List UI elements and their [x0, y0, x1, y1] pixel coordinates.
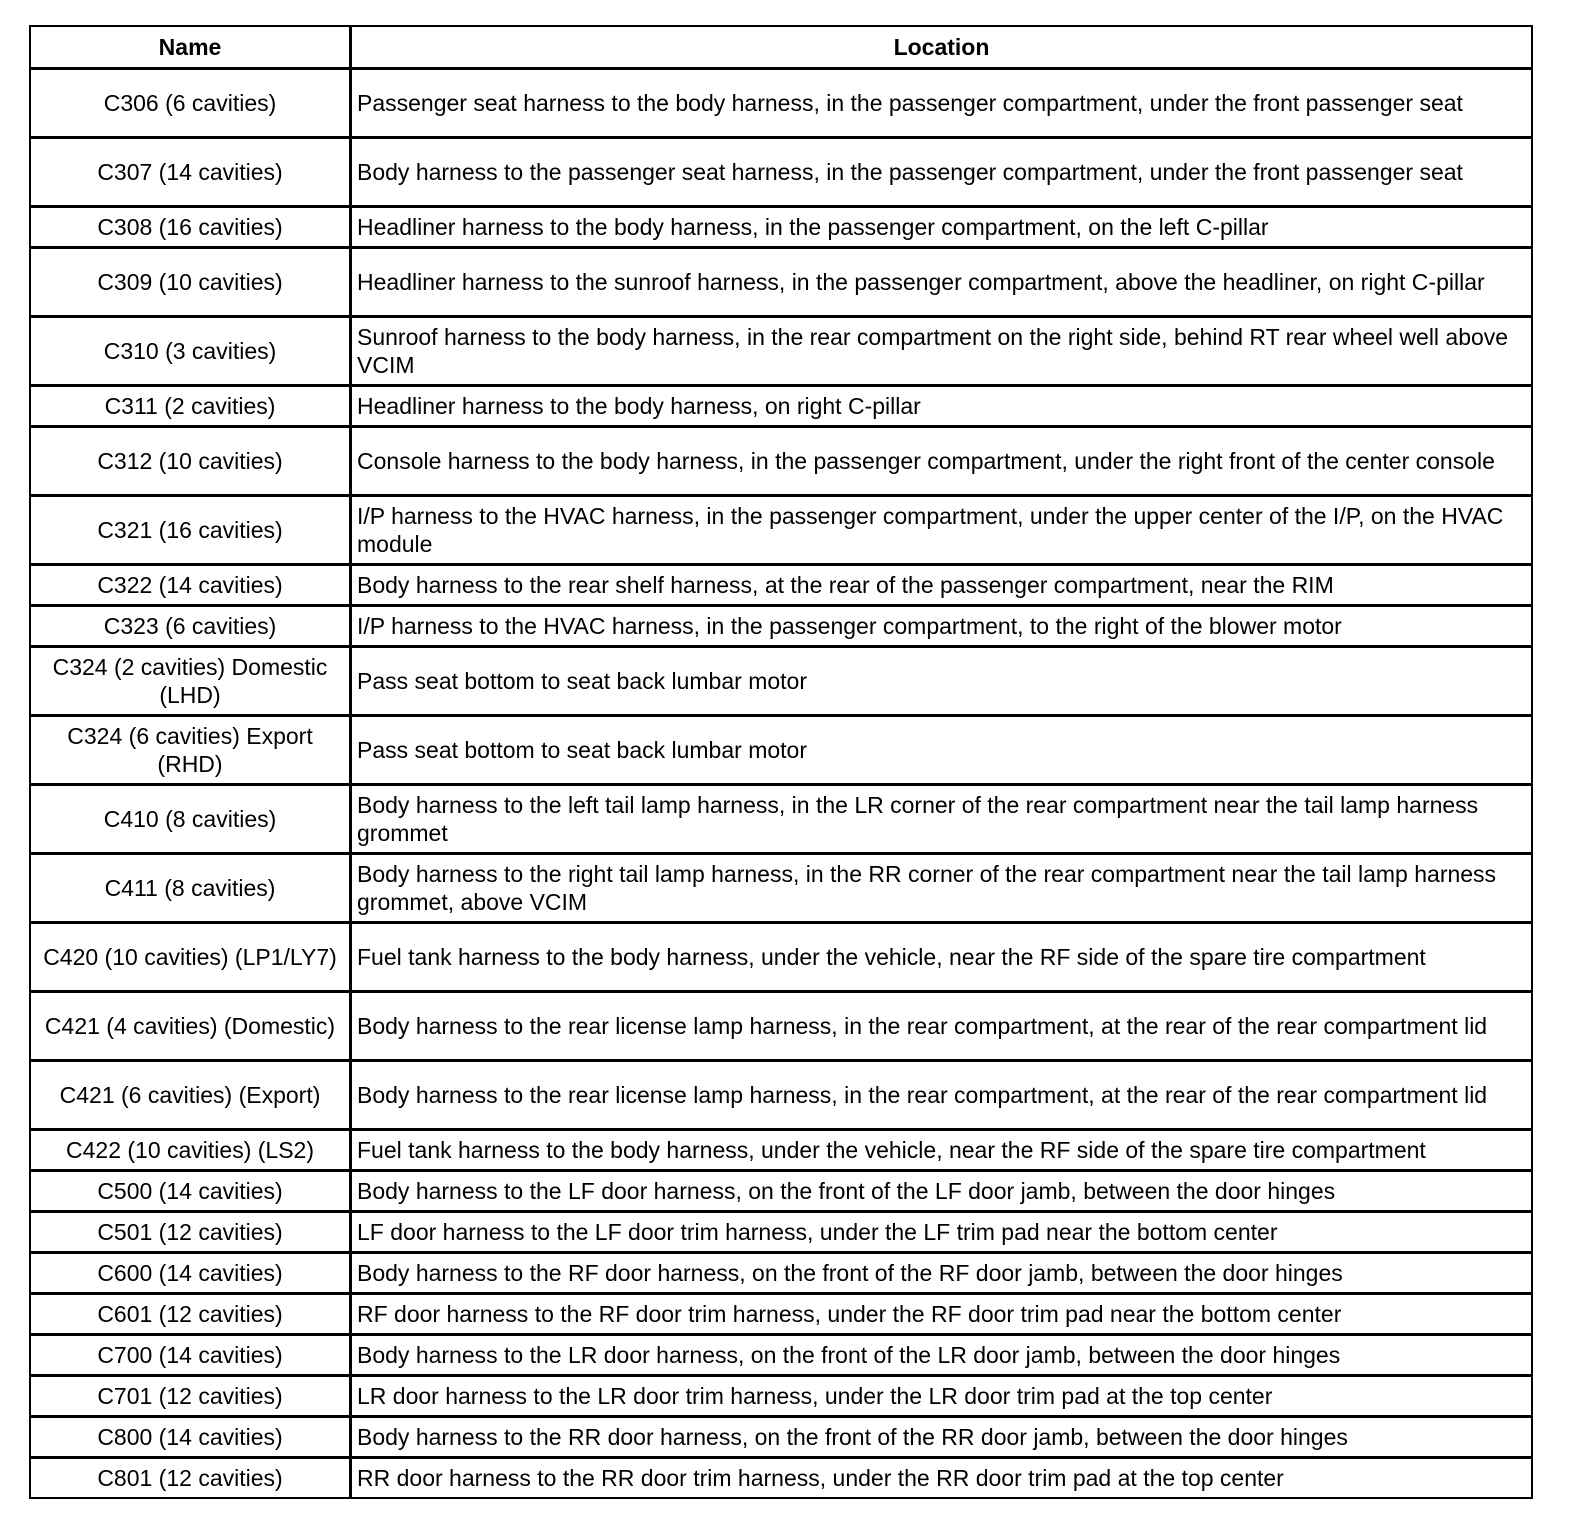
- connector-location-cell: Body harness to the RF door harness, on the front of the RF door jamb, between the door hinges: [352, 1254, 1531, 1295]
- connector-name-cell: C601 (12 cavities): [31, 1295, 352, 1336]
- connector-name-cell: C321 (16 cavities): [31, 497, 352, 566]
- connector-location-cell: RF door harness to the RF door trim harness, under the RF door trim pad near the bottom center: [352, 1295, 1531, 1336]
- connector-name-cell: C421 (6 cavities) (Export): [31, 1062, 352, 1131]
- table-row: [31, 1418, 1531, 1459]
- table-row: [31, 566, 1531, 607]
- table-row: [31, 855, 1531, 924]
- connector-name-cell: C324 (6 cavities) Export (RHD): [31, 717, 352, 786]
- connector-name-cell: C324 (2 cavities) Domestic (LHD): [31, 648, 352, 717]
- table-row: [31, 607, 1531, 648]
- connector-location-cell: Sunroof harness to the body harness, in the rear compartment on the right side, behind RT rear wheel well above VCIM: [352, 318, 1531, 387]
- table-row: [31, 1062, 1531, 1131]
- table-row: [31, 428, 1531, 497]
- connector-location-cell: Pass seat bottom to seat back lumbar motor: [352, 717, 1531, 786]
- table-row: [31, 139, 1531, 208]
- table-row: [31, 648, 1531, 717]
- table-row: [31, 993, 1531, 1062]
- connector-location-cell: Passenger seat harness to the body harness, in the passenger compartment, under the front passenger seat: [352, 70, 1531, 139]
- connector-name-cell: C308 (16 cavities): [31, 208, 352, 249]
- connector-location-cell: Pass seat bottom to seat back lumbar motor: [352, 648, 1531, 717]
- connector-name-cell: C323 (6 cavities): [31, 607, 352, 648]
- table-row: [31, 208, 1531, 249]
- table-row: [31, 1172, 1531, 1213]
- connector-location-table: [29, 25, 1533, 1499]
- table-row: [31, 1131, 1531, 1172]
- connector-location-cell: LR door harness to the LR door trim harness, under the LR door trim pad at the top center: [352, 1377, 1531, 1418]
- connector-name-cell: C801 (12 cavities): [31, 1459, 352, 1497]
- connector-name-cell: C410 (8 cavities): [31, 786, 352, 855]
- connector-location-cell: Headliner harness to the body harness, on right C-pillar: [352, 387, 1531, 428]
- connector-location-cell: Body harness to the right tail lamp harness, in the RR corner of the rear compartment near the tail lamp harness grommet, above VCIM: [352, 855, 1531, 924]
- connector-name-cell: C306 (6 cavities): [31, 70, 352, 139]
- table-row: [31, 387, 1531, 428]
- connector-name-cell: C411 (8 cavities): [31, 855, 352, 924]
- connector-name-cell: C421 (4 cavities) (Domestic): [31, 993, 352, 1062]
- connector-location-cell: Body harness to the LR door harness, on the front of the LR door jamb, between the door hinges: [352, 1336, 1531, 1377]
- connector-location-cell: Body harness to the rear license lamp harness, in the rear compartment, at the rear of the rear compartment lid: [352, 1062, 1531, 1131]
- connector-name-cell: C701 (12 cavities): [31, 1377, 352, 1418]
- connector-location-cell: Body harness to the RR door harness, on the front of the RR door jamb, between the door hinges: [352, 1418, 1531, 1459]
- connector-location-cell: Fuel tank harness to the body harness, under the vehicle, near the RF side of the spare tire compartment: [352, 1131, 1531, 1172]
- table-row: [31, 1459, 1531, 1497]
- table-row: [31, 1377, 1531, 1418]
- table-row: [31, 1336, 1531, 1377]
- connector-name-cell: C422 (10 cavities) (LS2): [31, 1131, 352, 1172]
- connector-location-cell: Headliner harness to the body harness, in the passenger compartment, on the left C-pillar: [352, 208, 1531, 249]
- connector-name-cell: C420 (10 cavities) (LP1/LY7): [31, 924, 352, 993]
- connector-location-cell: I/P harness to the HVAC harness, in the passenger compartment, to the right of the blower motor: [352, 607, 1531, 648]
- connector-name-cell: C700 (14 cavities): [31, 1336, 352, 1377]
- connector-name-cell: C309 (10 cavities): [31, 249, 352, 318]
- connector-name-cell: C501 (12 cavities): [31, 1213, 352, 1254]
- column-header-location: Location: [352, 27, 1531, 70]
- table-row: [31, 924, 1531, 993]
- connector-name-cell: C312 (10 cavities): [31, 428, 352, 497]
- connector-location-cell: Body harness to the left tail lamp harness, in the LR corner of the rear compartment near the tail lamp harness grommet: [352, 786, 1531, 855]
- table-row: [31, 1254, 1531, 1295]
- table-row: [31, 249, 1531, 318]
- connector-location-cell: Fuel tank harness to the body harness, under the vehicle, near the RF side of the spare tire compartment: [352, 924, 1531, 993]
- connector-name-cell: C310 (3 cavities): [31, 318, 352, 387]
- connector-location-cell: RR door harness to the RR door trim harness, under the RR door trim pad at the top center: [357, 1465, 1284, 1491]
- connector-location-cell: Body harness to the rear shelf harness, at the rear of the passenger compartment, near the RIM: [352, 566, 1531, 607]
- table-row: [31, 1213, 1531, 1254]
- table-row: [31, 70, 1531, 139]
- connector-name-cell: C311 (2 cavities): [31, 387, 352, 428]
- connector-name-cell: C600 (14 cavities): [31, 1254, 352, 1295]
- table-row: [31, 497, 1531, 566]
- connector-location-cell: LF door harness to the LF door trim harness, under the LF trim pad near the bottom center: [352, 1213, 1531, 1254]
- connector-name-cell: C800 (14 cavities): [31, 1418, 352, 1459]
- table-row: [31, 318, 1531, 387]
- connector-location-cell: I/P harness to the HVAC harness, in the passenger compartment, under the upper center of the I/P, on the HVAC module: [352, 497, 1531, 566]
- connector-location-cell: Body harness to the rear license lamp harness, in the rear compartment, at the rear of the rear compartment lid: [352, 993, 1531, 1062]
- connector-name-cell: C500 (14 cavities): [31, 1172, 352, 1213]
- connector-location-cell: Body harness to the passenger seat harness, in the passenger compartment, under the front passenger seat: [352, 139, 1531, 208]
- column-header-name: Name: [31, 27, 352, 70]
- connector-location-cell: Body harness to the LF door harness, on the front of the LF door jamb, between the door hinges: [352, 1172, 1531, 1213]
- connector-name-cell: C307 (14 cavities): [31, 139, 352, 208]
- connector-location-cell: Console harness to the body harness, in the passenger compartment, under the right front of the center console: [352, 428, 1531, 497]
- header-row: [31, 27, 1531, 70]
- table-row: [31, 1295, 1531, 1336]
- table-row: [31, 786, 1531, 855]
- table-row: [31, 717, 1531, 786]
- connector-location-cell: Headliner harness to the sunroof harness, in the passenger compartment, above the headliner, on right C-pillar: [352, 249, 1531, 318]
- connector-name-cell: C322 (14 cavities): [31, 566, 352, 607]
